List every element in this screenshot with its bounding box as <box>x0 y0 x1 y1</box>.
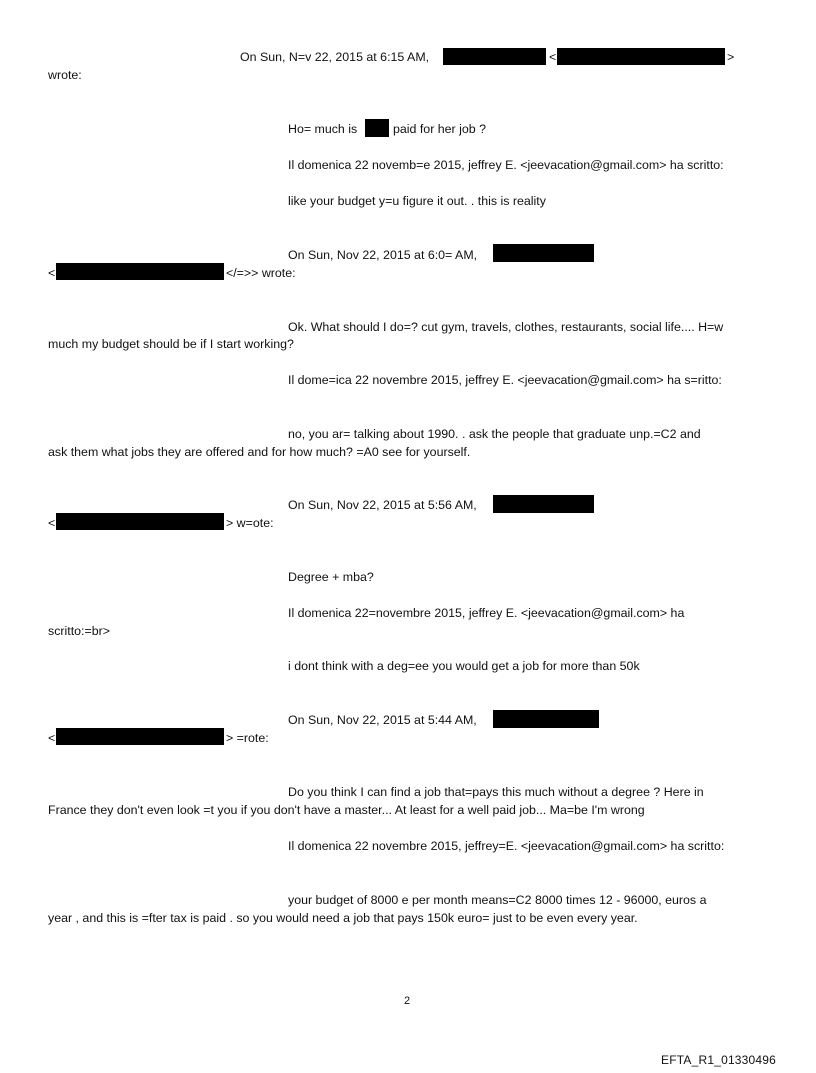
angle-bracket-open: < <box>48 516 56 530</box>
redaction-box <box>493 710 599 728</box>
angle-bracket-open: < <box>48 731 56 745</box>
redaction-box <box>56 728 224 745</box>
message-text: your budget of 8000 e per month means=C2 8000 times 12 - 96000, euros a <box>288 893 707 907</box>
quote-header: scritto:=br> <box>48 624 110 638</box>
message-text: Ho= much is <box>288 122 358 136</box>
redaction-box <box>493 495 594 513</box>
redaction-box <box>365 119 389 137</box>
message-text: i dont think with a deg=ee you would get a job for more than 50k <box>288 659 640 673</box>
message-text: much my budget should be if I start working? <box>48 337 294 351</box>
wrote-label: > =rote: <box>226 731 269 745</box>
message-text: year , and this is =fter tax is paid . so you would need a job that pays 150k euro= just to be even every year. <box>48 911 638 925</box>
redaction-box <box>56 263 224 280</box>
message-text: France they don't even look =t you if you don't have a master... At least for a well paid job... Ma=be I'm wrong <box>48 803 645 817</box>
quote-header: Il domenica 22 novembre 2015, jeffrey=E. <jeevacation@gmail.com> ha scritto: <box>288 839 725 853</box>
angle-bracket-close: > <box>727 50 735 64</box>
email-header-line: On Sun, N=v 22, 2015 at 6:15 AM, <box>240 50 430 64</box>
email-header-line: On Sun, Nov 22, 2015 at 5:56 AM, <box>288 498 477 512</box>
message-text: paid for her job ? <box>393 122 486 136</box>
wrote-label: </=>> wrote: <box>226 266 296 280</box>
page-number: 2 <box>404 995 411 1007</box>
redaction-box <box>557 48 725 65</box>
message-text: like your budget y=u figure it out. . this is reality <box>288 194 546 208</box>
wrote-label: wrote: <box>48 68 82 82</box>
message-text: Do you think I can find a job that=pays this much without a degree ? Here in <box>288 785 704 799</box>
document-id: EFTA_R1_01330496 <box>661 1053 777 1067</box>
redaction-box <box>443 48 546 65</box>
message-text: Degree + mba? <box>288 570 374 584</box>
email-header-line: On Sun, Nov 22, 2015 at 5:44 AM, <box>288 713 477 727</box>
angle-bracket-open: < <box>48 266 56 280</box>
redaction-box <box>493 244 594 262</box>
quote-header: Il dome=ica 22 novembre 2015, jeffrey E. <jeevacation@gmail.com> ha s=ritto: <box>288 373 722 387</box>
quote-header: Il domenica 22=novembre 2015, jeffrey E. <jeevacation@gmail.com> ha <box>288 606 685 620</box>
message-text: ask them what jobs they are offered and for how much? =A0 see for yourself. <box>48 445 471 459</box>
angle-bracket-open: < <box>549 50 557 64</box>
message-text: no, you ar= talking about 1990. . ask the people that graduate unp.=C2 and <box>288 427 701 441</box>
wrote-label: > w=ote: <box>226 516 274 530</box>
message-text: Ok. What should I do=? cut gym, travels, clothes, restaurants, social life.... H=w <box>288 320 724 334</box>
quote-header: Il domenica 22 novemb=e 2015, jeffrey E. <jeevacation@gmail.com> ha scritto: <box>288 158 724 172</box>
redaction-box <box>56 513 224 530</box>
email-header-line: On Sun, Nov 22, 2015 at 6:0= AM, <box>288 248 478 262</box>
